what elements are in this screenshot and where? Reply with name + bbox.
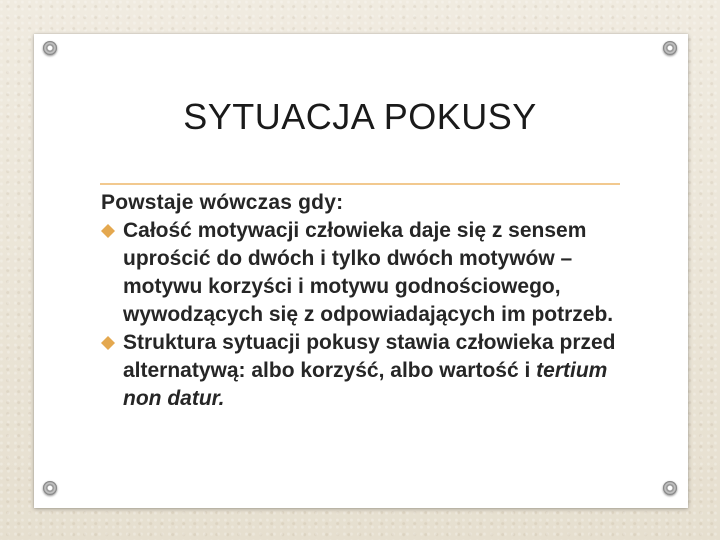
title-divider — [100, 183, 620, 185]
bullet-item — [101, 329, 631, 413]
diamond-icon — [101, 224, 115, 238]
diamond-icon — [101, 336, 115, 350]
bullet-text: Struktura sytuacji pokusy stawia człowieka przed alternatywą: albo korzyść, albo wartość i — [123, 331, 616, 382]
bullet-text: Całość motywacji człowieka daje się z sensem uprościć do dwóch i tylko dwóch motywów – motywu korzyści i motywu godnościowego, wywodzących się z odpowiadających im potrzeb. — [123, 219, 614, 326]
slide-content — [101, 189, 631, 413]
intro-text: Powstaje wówczas gdy: — [101, 191, 344, 214]
pin-icon — [43, 41, 57, 55]
pin-icon — [663, 481, 677, 495]
slide-title: SYTUACJA POKUSY — [183, 96, 537, 137]
bullet-item — [101, 217, 631, 329]
bullet-text-italic: tertium non datur. — [123, 359, 608, 410]
pin-icon — [663, 41, 677, 55]
pin-icon — [43, 481, 57, 495]
